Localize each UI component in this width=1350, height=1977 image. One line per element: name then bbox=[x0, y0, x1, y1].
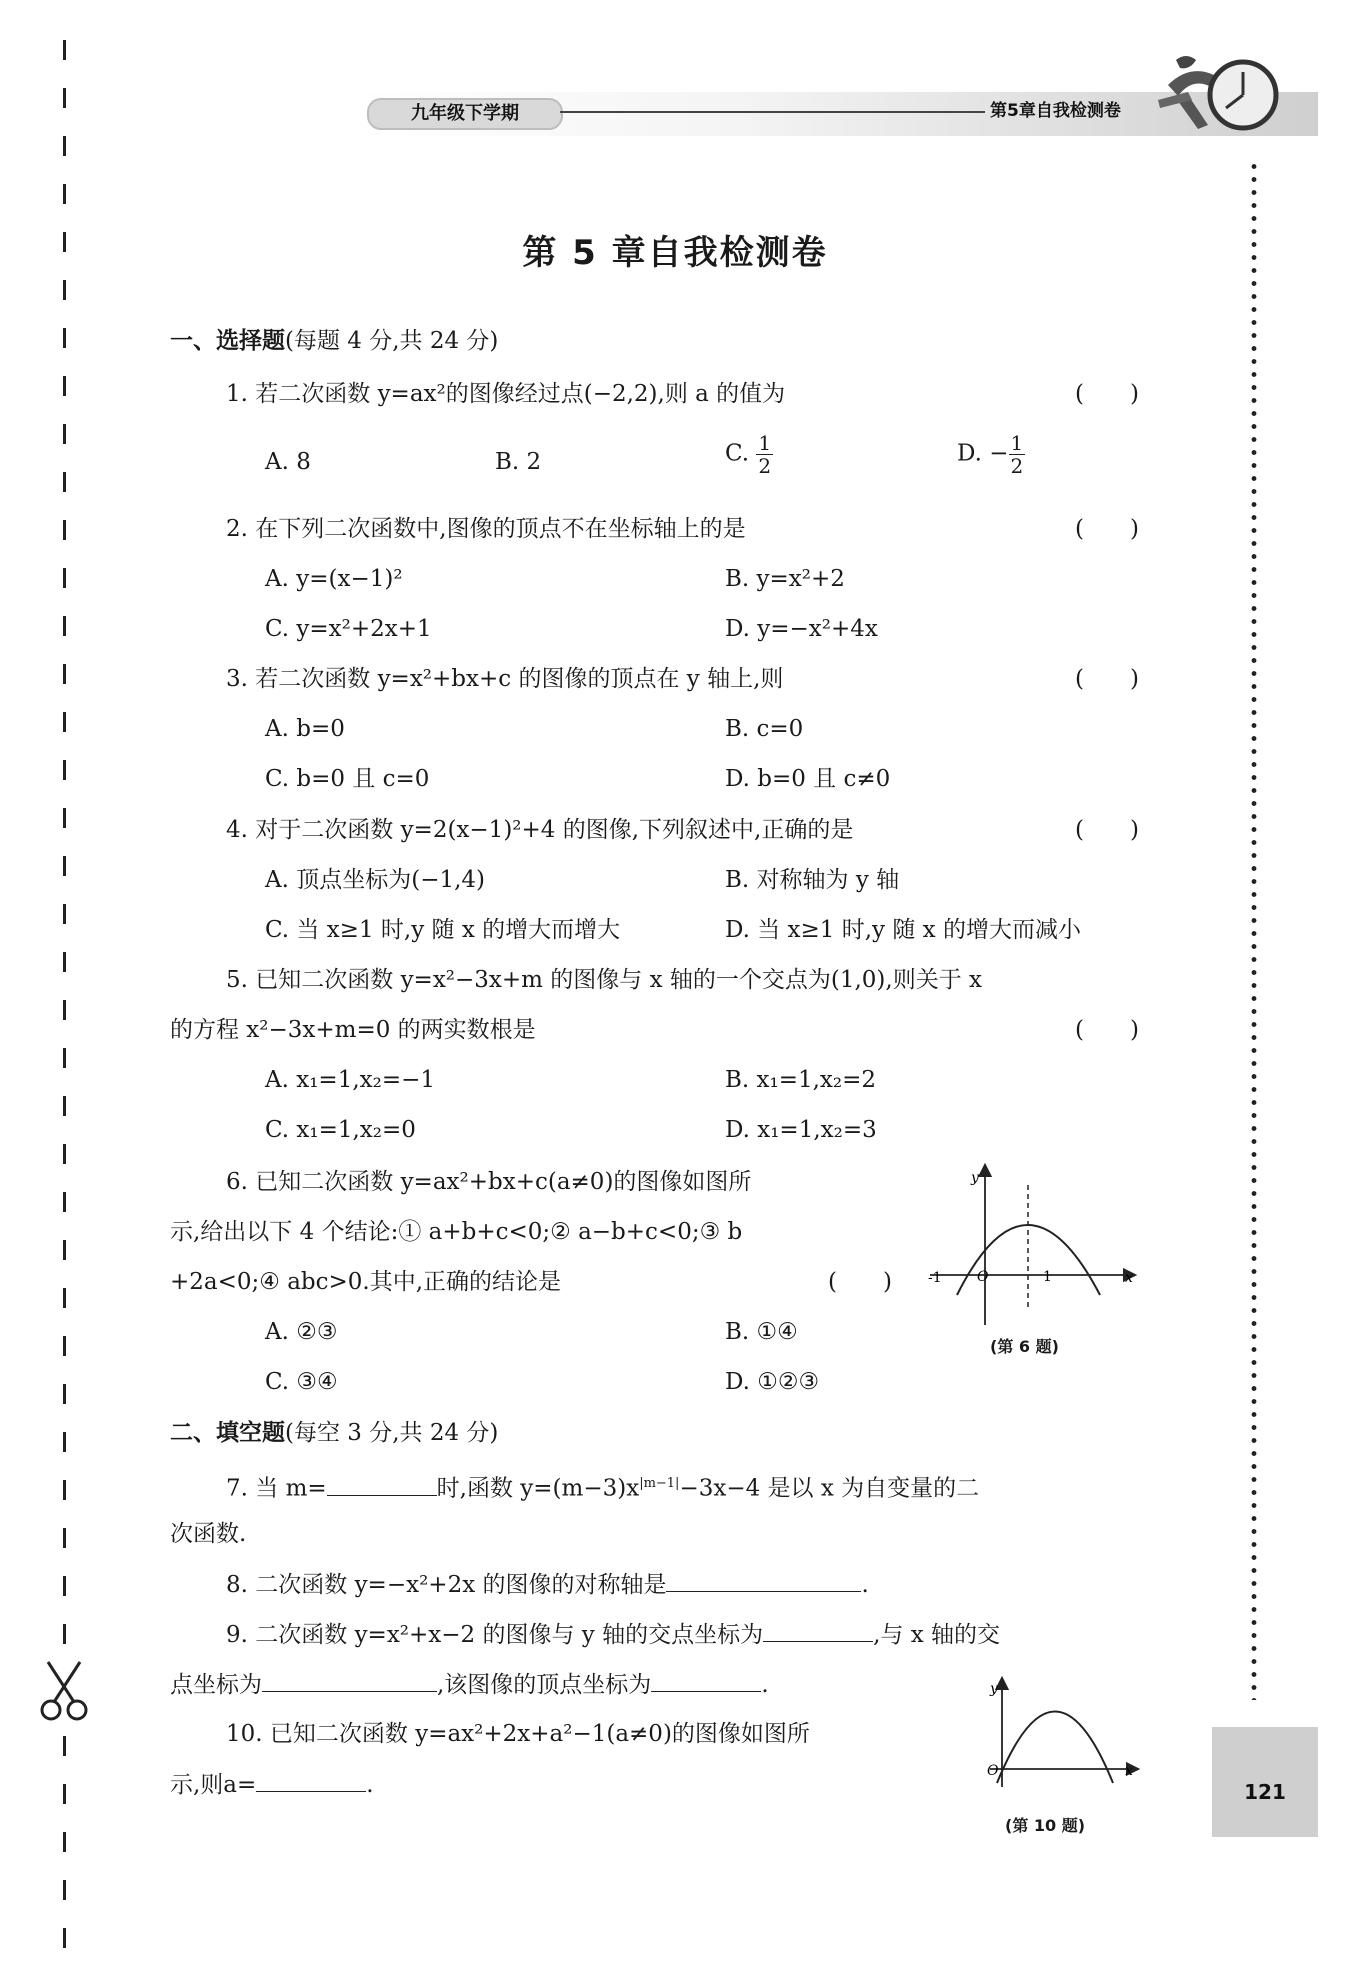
q10-blank[interactable] bbox=[256, 1769, 366, 1792]
q1-answer-paren: ( ) bbox=[1075, 381, 1139, 407]
section-choice-heading bbox=[170, 326, 498, 356]
q6-option-a: A. ②③ bbox=[265, 1319, 338, 1345]
q1-option-c: C. $\frac{1}{2}$ bbox=[725, 431, 772, 478]
section-choice-note: (每题 4 分,共 24 分) bbox=[285, 328, 499, 354]
q7-blank[interactable] bbox=[327, 1473, 437, 1496]
scissors-icon bbox=[38, 1660, 90, 1724]
q10-parabola-figure bbox=[975, 1675, 1145, 1795]
q3-option-b: B. c=0 bbox=[725, 716, 804, 742]
q10-line2: 示,则a= . bbox=[170, 1769, 374, 1800]
page-title: 第 5 章自我检测卷 bbox=[522, 233, 828, 273]
header-grade-label: 九年级下学期 bbox=[411, 103, 519, 124]
q1-stem: 1. 若二次函数 y=ax²的图像经过点(−2,2),则 a 的值为 bbox=[226, 381, 786, 407]
q6-neg-one-label: -1 bbox=[928, 1270, 942, 1286]
q6-parabola-figure bbox=[925, 1160, 1145, 1330]
q3-stem: 3. 若二次函数 y=x²+bx+c 的图像的顶点在 y 轴上,则 bbox=[226, 666, 784, 692]
q3-answer-paren: ( ) bbox=[1075, 666, 1139, 692]
q10-caption: (第 10 题) bbox=[1005, 1816, 1086, 1835]
q4-option-a: A. 顶点坐标为(−1,4) bbox=[265, 867, 486, 893]
q8-line: 8. 二次函数 y=−x²+2x 的图像的对称轴是 . bbox=[226, 1569, 869, 1600]
q6-x-label: x bbox=[1125, 1270, 1133, 1286]
q3-option-a: A. b=0 bbox=[265, 716, 345, 742]
q9-blank-2[interactable] bbox=[262, 1669, 437, 1692]
q4-option-b: B. 对称轴为 y 轴 bbox=[725, 867, 900, 893]
q5-option-a: A. x₁=1,x₂=−1 bbox=[265, 1067, 436, 1093]
q7-line2: 次函数. bbox=[170, 1521, 247, 1547]
q6-option-b: B. ①④ bbox=[725, 1319, 798, 1345]
q4-stem: 4. 对于二次函数 y=2(x−1)²+4 的图像,下列叙述中,正确的是 bbox=[226, 817, 854, 843]
runner-clock-icon bbox=[1148, 40, 1288, 140]
q9-blank-1[interactable] bbox=[763, 1619, 873, 1642]
page-number: 121 bbox=[1244, 1780, 1286, 1804]
q5-option-d: D. x₁=1,x₂=3 bbox=[725, 1117, 877, 1143]
q2-option-d: D. y=−x²+4x bbox=[725, 616, 878, 642]
q1-option-d: D. − $\frac{1}{2}$ bbox=[957, 431, 1024, 478]
q4-option-c: C. 当 x≥1 时,y 随 x 的增大而增大 bbox=[265, 917, 621, 943]
q3-option-d: D. b=0 且 c≠0 bbox=[725, 766, 891, 792]
q6-caption: (第 6 题) bbox=[990, 1337, 1059, 1356]
q10-x-label: x bbox=[1125, 1763, 1133, 1779]
header-chapter-label: 第5章自我检测卷 bbox=[990, 101, 1121, 121]
q2-option-a: A. y=(x−1)² bbox=[265, 566, 403, 592]
q8-blank[interactable] bbox=[666, 1569, 861, 1592]
q5-stem-line2: 的方程 x²−3x+m=0 的两实数根是 bbox=[170, 1017, 536, 1043]
q6-stem-line2: 示,给出以下 4 个结论:① a+b+c<0;② a−b+c<0;③ b bbox=[170, 1219, 743, 1245]
q2-stem: 2. 在下列二次函数中,图像的顶点不在坐标轴上的是 bbox=[226, 516, 746, 542]
q6-y-label: y bbox=[971, 1170, 979, 1186]
q6-stem-line3: +2a<0;④ abc>0.其中,正确的结论是 bbox=[170, 1269, 562, 1295]
q2-option-b: B. y=x²+2 bbox=[725, 566, 845, 592]
q10-y-label: y bbox=[990, 1681, 998, 1697]
section-fill-note: (每空 3 分,共 24 分) bbox=[285, 1420, 499, 1446]
q9-blank-3[interactable] bbox=[651, 1669, 761, 1692]
q5-option-b: B. x₁=1,x₂=2 bbox=[725, 1067, 877, 1093]
q5-stem-line1: 5. 已知二次函数 y=x²−3x+m 的图像与 x 轴的一个交点为(1,0),则关于 x bbox=[226, 967, 983, 993]
dotted-margin bbox=[1251, 160, 1257, 1700]
q9-line1: 9. 二次函数 y=x²+x−2 的图像与 y 轴的交点坐标为 ,与 x 轴的交 bbox=[226, 1619, 1000, 1650]
section-fill-heading bbox=[170, 1418, 498, 1448]
q6-origin-label: O bbox=[977, 1269, 989, 1285]
q6-one-label: 1 bbox=[1043, 1269, 1052, 1285]
q1-option-b: B. 2 bbox=[495, 449, 542, 475]
q10-parabola-curve bbox=[997, 1712, 1113, 1784]
q4-answer-paren: ( ) bbox=[1075, 817, 1139, 843]
q9-line2: 点坐标为 ,该图像的顶点坐标为 . bbox=[170, 1669, 769, 1700]
q7-line1: 7. 当 m= 时,函数 $y=(m-3)x^{|m-1|}-3x-4$ 是以 x 为自变量的二 bbox=[226, 1469, 979, 1504]
q6-answer-paren: ( ) bbox=[828, 1269, 892, 1295]
q10-line1: 10. 已知二次函数 y=ax²+2x+a²−1(a≠0)的图像如图所 bbox=[226, 1721, 810, 1747]
q6-stem-line1: 6. 已知二次函数 y=ax²+bx+c(a≠0)的图像如图所 bbox=[226, 1169, 752, 1195]
q5-option-c: C. x₁=1,x₂=0 bbox=[265, 1117, 416, 1143]
q3-option-c: C. b=0 且 c=0 bbox=[265, 766, 430, 792]
header-rule bbox=[560, 111, 985, 113]
header-grade-pill bbox=[367, 98, 563, 130]
section-choice-title: 一、选择题 bbox=[170, 328, 285, 354]
q4-option-d: D. 当 x≥1 时,y 随 x 的增大而减小 bbox=[725, 917, 1081, 943]
q1-option-a: A. 8 bbox=[265, 449, 311, 475]
q6-option-c: C. ③④ bbox=[265, 1369, 338, 1395]
q6-option-d: D. ①②③ bbox=[725, 1369, 820, 1395]
q5-answer-paren: ( ) bbox=[1075, 1017, 1139, 1043]
q2-answer-paren: ( ) bbox=[1075, 516, 1139, 542]
q2-option-c: C. y=x²+2x+1 bbox=[265, 616, 432, 642]
section-fill-title: 二、填空题 bbox=[170, 1420, 285, 1446]
q10-origin-label: O bbox=[987, 1763, 999, 1779]
